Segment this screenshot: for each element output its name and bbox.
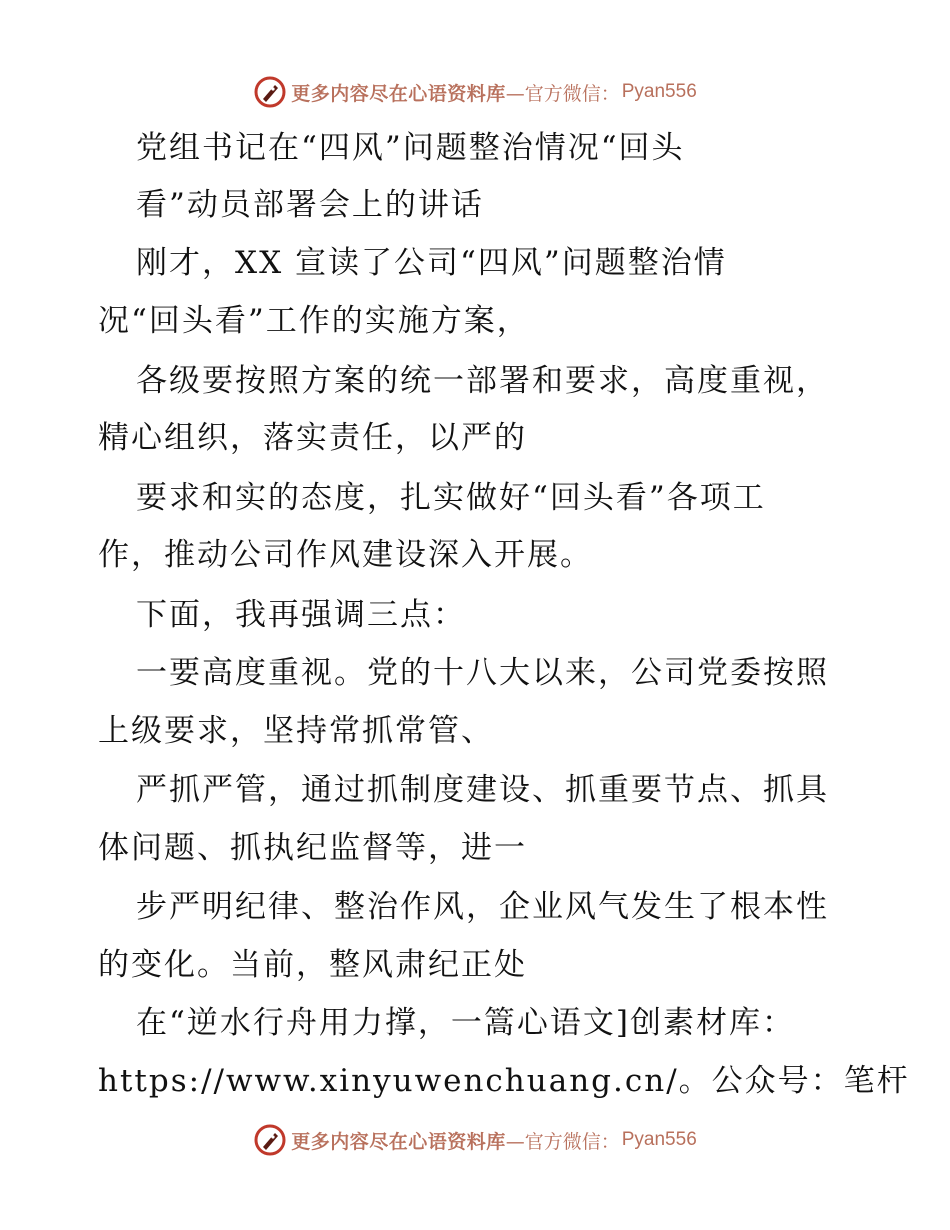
title-line-2: 看”动员部署会上的讲话 [136,187,484,223]
paragraph-line: 严抓严管，通过抓制度建设、抓重要节点、抓具 [136,772,829,808]
watermark-sub: —官方微信： [505,82,620,105]
paragraph-line: 各级要按照方案的统一部署和要求，高度重视， [136,363,829,399]
paragraph-line: 的变化。当前，整风肃纪正处 [98,947,527,983]
paragraph-line: 一要高度重视。党的十八大以来，公司党委按照 [136,655,829,691]
footer-watermark [0,1120,950,1160]
paragraph-line: 步严明纪律、整治作风，企业风气发生了根本性 [136,889,829,925]
paragraph-line: 要求和实的态度，扎实做好“回头看”各项工 [136,480,766,516]
paragraph-line: 上级要求，坚持常抓常管、 [98,713,494,749]
paragraph-line: 刚才，XX 宣读了公司“四风”问题整治情 [136,245,727,281]
paragraph-line: 精心组织，落实责任，以严的 [98,420,527,456]
watermark-id: Pyan556 [621,1129,697,1150]
paragraph-line: 作，推动公司作风建设深入开展。 [98,537,593,573]
pen-nib-logo [253,75,287,109]
paragraph-line: https://www.xinyuwenchuang.cn/。公众号：笔杆 [98,1063,910,1099]
pen-nib-logo [253,1123,287,1157]
paragraph-line: 下面，我再强调三点： [136,597,466,633]
paragraph-line: 体问题、抓执纪监督等，进一 [98,830,527,866]
title-line-1: 党组书记在“四风”问题整治情况“回头 [136,130,685,166]
paragraph-line: 在“逆水行舟用力撑，一篙心语文]创素材库： [136,1005,795,1041]
watermark-sub: —官方微信： [505,1130,620,1153]
watermark-id: Pyan556 [621,81,697,102]
header-watermark [0,72,950,112]
paragraph-line: 况“回头看”工作的实施方案， [98,303,530,339]
watermark-title: 更多内容尽在心语资料库 [291,1130,506,1153]
watermark-title: 更多内容尽在心语资料库 [291,82,506,105]
